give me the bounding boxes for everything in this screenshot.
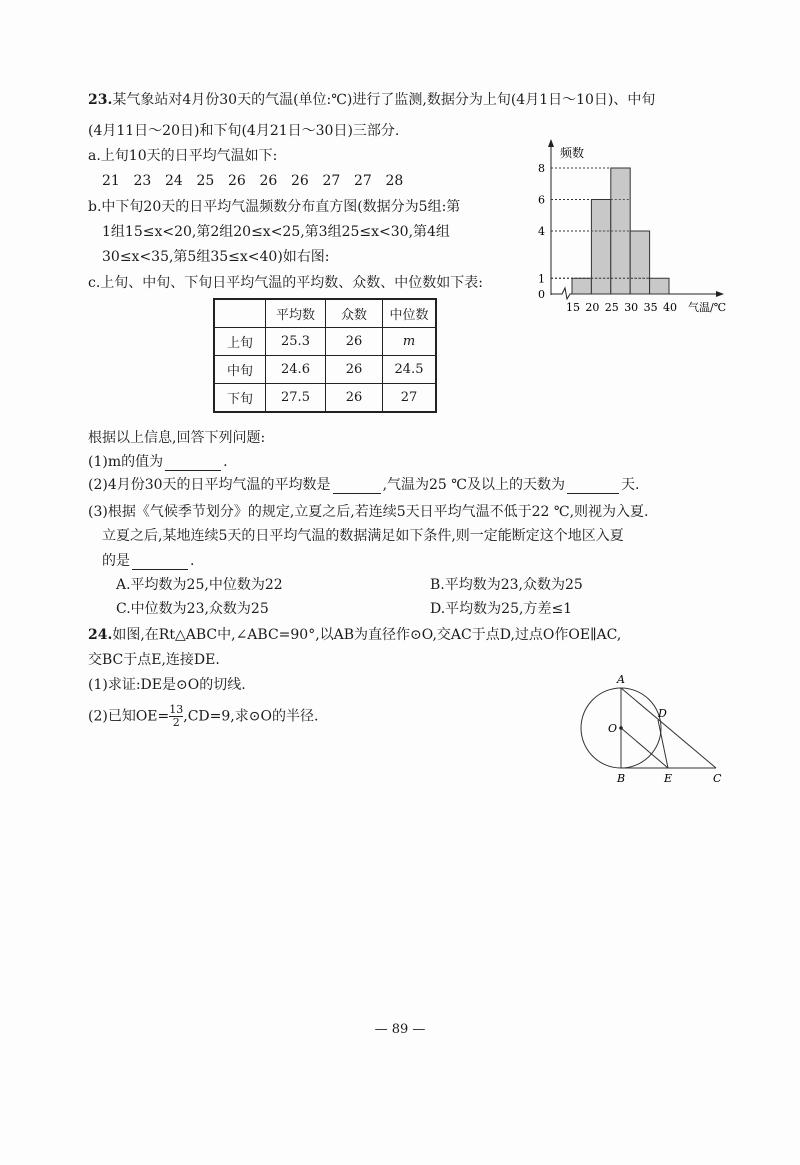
fraction [169,704,183,729]
temperature-value: 27 [322,173,341,189]
stats-table [213,298,437,413]
option-d[interactable]: D.平均数为25,方差≤1 [430,601,573,617]
q24-part2 [88,704,318,729]
page-number: — 89 — [374,1022,426,1037]
y-tick-label: 0 [538,288,545,301]
q23-part1 [88,453,228,471]
q23-a-values [102,172,417,190]
cell: 26 [326,384,383,413]
text: 的是 [102,553,130,569]
header-cell: 众数 [326,299,383,328]
row-label: 上旬 [214,328,266,356]
cell: 26 [326,328,383,356]
answer-blank[interactable] [165,456,221,471]
temperature-value: 25 [196,173,215,189]
label-o: O [608,722,618,735]
x-tick-label: 40 [663,301,677,314]
temperature-value: 28 [385,173,404,189]
q23-b-line3: 30≤x<35,第5组35≤x<40)如右图: [102,249,330,265]
q23-intro-line2: (4月11日～20日)和下旬(4月21日～30日)三部分. [88,123,400,139]
y-tick-label: 8 [538,162,545,175]
answer-blank[interactable] [333,479,381,494]
histogram-bar [591,200,610,295]
answer-blank[interactable] [132,555,188,570]
q23-part2 [88,476,639,494]
text: (2)4月份30天的日平均气温的平均数是 [88,477,331,493]
cell: 24.6 [266,356,326,384]
q23-b-line1: b.中下旬20天的日平均气温频数分布直方图(数据分为5组:第 [88,199,461,215]
denominator: 2 [172,716,180,729]
label-a: A [617,673,625,686]
label-d: D [658,707,667,720]
q23-b-line2: 1组15≤x<20,第2组20≤x<25,第3组25≤x<30,第4组 [102,224,450,240]
y-axis-label: 频数 [560,146,585,160]
segment-ac [621,688,716,768]
x-tick-label: 35 [643,301,658,314]
q23-prompt: 根据以上信息,回答下列问题: [88,430,266,446]
cell: 27 [383,384,437,413]
x-axis-arrow-icon [716,291,724,297]
option-a[interactable]: A.平均数为25,中位数为22 [116,577,283,593]
q24-line2: 交BC于点E,连接DE. [88,652,220,668]
q23-part3-line2: 立夏之后,某地连续5天的日平均气温的数据满足如下条件,则一定能断定这个地区入夏 [102,528,624,544]
text: . [190,553,195,569]
option-c[interactable]: C.中位数为23,众数为25 [116,601,269,617]
temperature-value: 27 [354,173,372,189]
x-axis-label: 气温/℃ [688,301,727,314]
text: . [223,454,228,470]
header-cell: 平均数 [266,299,326,328]
geometry-figure [570,665,735,790]
cell: 25.3 [266,328,326,356]
temperature-value: 21 [102,173,120,189]
temperature-value: 26 [259,173,278,189]
temperature-value: 26 [228,173,246,189]
center-point [619,726,623,730]
header-cell: 中位数 [383,299,437,328]
table-row [214,328,436,356]
q23-part3-line3 [102,552,194,570]
q24-number: 24. [88,627,113,643]
histogram-bar [650,278,669,294]
text: ,气温为25 ℃及以上的天数为 [382,477,565,493]
q23-a-label: a.上旬10天的日平均气温如下: [88,148,278,164]
x-tick-label: 15 [566,301,580,314]
y-tick-label: 1 [538,272,545,286]
temperature-value: 24 [165,173,183,189]
text: ,CD=9,求⊙O的半径. [183,708,319,725]
cell: 24.5 [383,356,437,384]
histogram-bar [572,278,591,294]
answer-blank[interactable] [567,479,619,494]
q24-part1: (1)求证:DE是⊙O的切线. [88,677,246,693]
temperature-value: 23 [133,173,152,189]
numerator: 13 [169,703,184,716]
text: (2)已知OE= [88,708,170,725]
label-e: E [664,772,673,785]
table-header-row [214,299,436,328]
q24-line1 [88,626,621,644]
q24-text: 如图,在Rt△ABC中,∠ABC=90°,以AB为直径作⊙O,交AC于点D,过点O作OE∥AC, [112,627,622,643]
x-tick-label: 20 [585,301,600,314]
q23-part3-line1: (3)根据《气候季节划分》的规定,立夏之后,若连续5天日平均气温不低于22 ℃,则视为入夏. [88,504,649,520]
q23-c-label: c.上旬、中旬、下旬日平均气温的平均数、众数、中位数如下表: [88,275,484,291]
histogram [530,135,740,320]
header-cell [214,299,266,328]
option-b[interactable]: B.平均数为23,众数为25 [430,577,583,593]
cell: 27.5 [266,384,326,413]
table-row [214,384,436,413]
histogram-bar [630,231,649,294]
q23-intro: 某气象站对4月份30天的气温(单位:℃)进行了监测,数据分为上旬(4月1日～10日)、中旬 [112,92,656,108]
table-row [214,356,436,384]
text: 天. [620,477,640,493]
row-label: 下旬 [214,384,266,413]
y-tick-label: 4 [538,225,545,238]
q23-intro-line1 [88,91,655,109]
cell: m [383,328,437,356]
x-tick-label: 30 [624,301,639,314]
x-tick-label: 25 [604,301,619,314]
row-label: 中旬 [214,356,266,384]
label-b: B [617,772,626,785]
temperature-value: 26 [291,173,309,189]
text: (1)m的值为 [88,454,164,470]
y-axis-arrow-icon [548,139,554,147]
y-tick-label: 6 [538,193,545,207]
label-c: C [713,772,722,785]
cell: 26 [326,356,383,384]
q23-number: 23. [88,92,113,108]
